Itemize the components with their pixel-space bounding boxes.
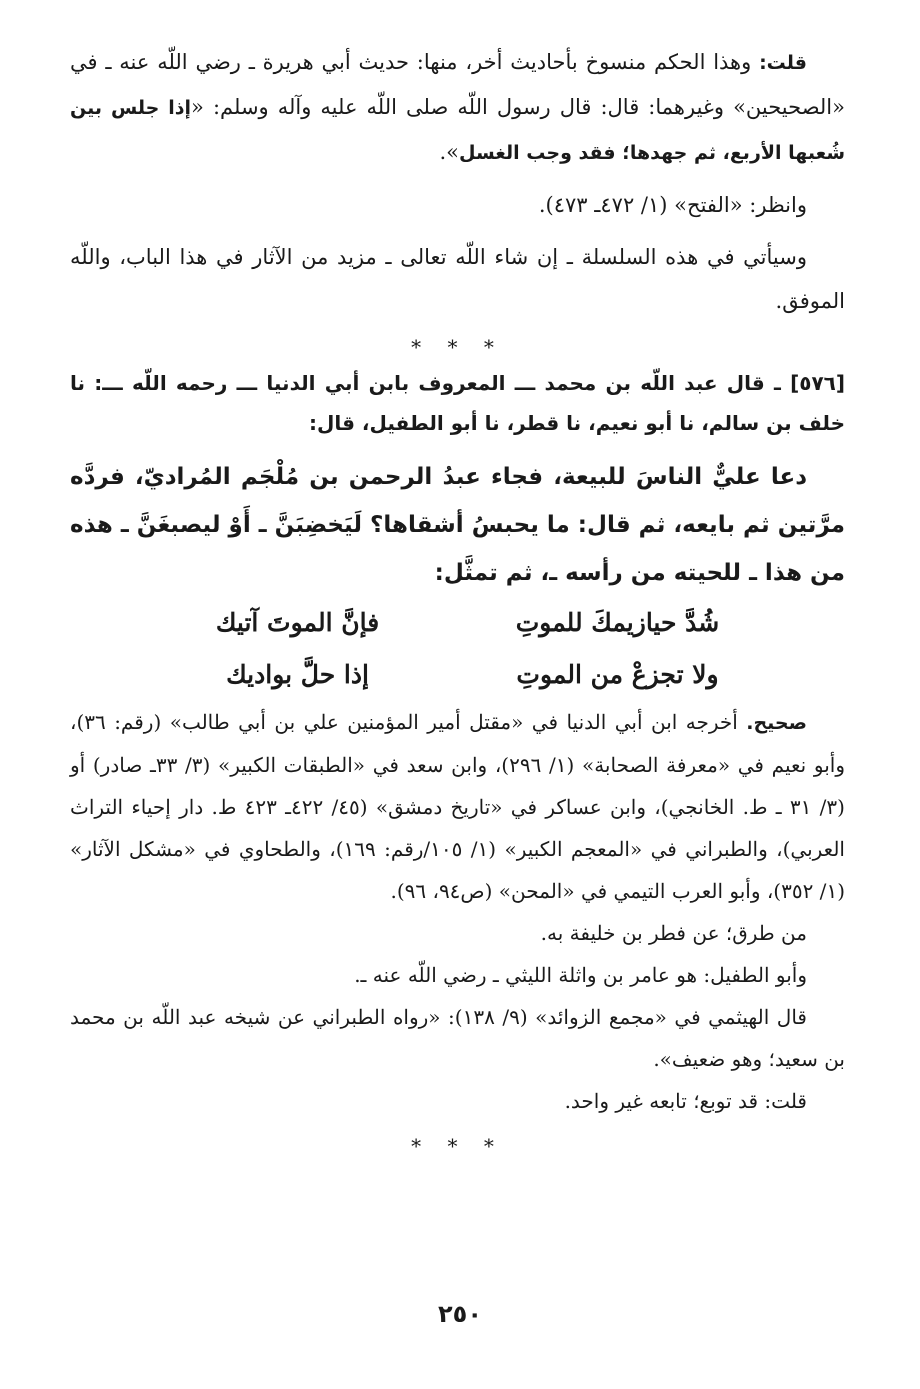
paragraph-see-fath: وانظر: «الفتح» (١/ ٤٧٢ـ ٤٧٣). bbox=[538, 193, 807, 217]
paragraph-routes: من طرق؛ عن فطر بن خليفة به. bbox=[540, 921, 807, 945]
para1-text-b: ». bbox=[439, 140, 460, 164]
verse-2-left: إذا حلَّ بواديك bbox=[226, 660, 369, 689]
paragraph-haythami: قال الهيثمي في «مجمع الزوائد» (٩/ ١٣٨): «رواه الطبراني عن شيخه عبد اللّه بن محمد بن سعيد؛ وهو ضعيف». bbox=[70, 1005, 845, 1071]
athar-header: [٥٧٦] ـ قال عبد اللّه بن محمد ـــ المعروف بابن أبي الدنيا ـــ رحمه اللّه ـــ: نا خلف بن سالم، نا أبو نعيم، نا قطر، نا أبو الطفيل، قال: bbox=[70, 371, 845, 435]
takhrij-paragraph bbox=[70, 701, 845, 912]
paragraph-abu-tufail: وأبو الطفيل: هو عامر بن واثلة الليثي ـ رضي اللّه عنه ـ. bbox=[354, 963, 807, 987]
grading-label: صحيح. bbox=[746, 712, 807, 734]
page-content bbox=[70, 40, 845, 1162]
section-separator: * * * bbox=[411, 335, 504, 359]
athar-text: دعا عليٌّ الناسَ للبيعة، فجاء عبدُ الرحمن بن مُلْجَم المُراديّ، فردَّه مرَّتين ثم بايعه، ثم قال: ما يحبسُ أشقاها؟ لَيَخضِبَنَّ ـ أَوْ ليصبغَنَّ ـ هذه من هذا ـ للحيته من رأسه ـ، ثم تمثَّل: bbox=[70, 464, 845, 586]
section-separator-end: * * * bbox=[411, 1134, 504, 1158]
verse-line-1 bbox=[70, 597, 845, 649]
verse-1-left: فإنَّ الموتَ آتيك bbox=[215, 608, 380, 637]
verse-1-right: شُدَّ حيازيمكَ للموتِ bbox=[515, 608, 720, 637]
para1-text-a: وهذا الحكم منسوخ بأحاديث أخر، منها: حديث أبي هريرة ـ رضي اللّه عنه ـ في «الصحيحين» وغيرهما: قال: قال رسول اللّه صلى اللّه عليه وآله وسلم: « bbox=[70, 50, 845, 119]
para1-quote: إذا جلس بين شُعبها الأربع، ثم جهدها؛ فقد وجب الغسل bbox=[70, 97, 845, 164]
paragraph-series-note: وسيأتي في هذه السلسلة ـ إن شاء اللّه تعالى ـ مزيد من الآثار في هذا الباب، واللّه الموفق. bbox=[70, 245, 845, 313]
paragraph-followed: قلت: قد توبع؛ تابعه غير واحد. bbox=[564, 1089, 807, 1113]
lead-qultu: قلت: bbox=[759, 52, 807, 74]
takhrij-text: أخرجه ابن أبي الدنيا في «مقتل أمير المؤمنين علي بن أبي طالب» (رقم: ٣٦)، وأبو نعيم في «معرفة الصحابة» (١/ ٢٩٦)، وابن سعد في «الطبقات الكبير» (٣/ ٣٣ـ صادر) أو (٣/ ٣١ ـ ط. الخانجي)، وابن عساكر في «تاريخ دمشق» (٤٥/ ٤٢٢ـ ٤٢٣ ط. دار إحياء التراث العربي)، والطبراني في «المعجم الكبير» (١/ ١٠٥/رقم: ١٦٩)، والطحاوي في «مشكل الآثار» (١/ ٣٥٢)، وأبو العرب التيمي في «المحن» (ص٩٤، ٩٦). bbox=[70, 710, 845, 903]
paragraph-abrogation bbox=[70, 40, 845, 175]
verse-line-2 bbox=[70, 649, 845, 701]
page-number: ٢٥٠ bbox=[438, 1300, 482, 1328]
verse-2-right: ولا تجزعْ من الموتِ bbox=[516, 660, 719, 689]
